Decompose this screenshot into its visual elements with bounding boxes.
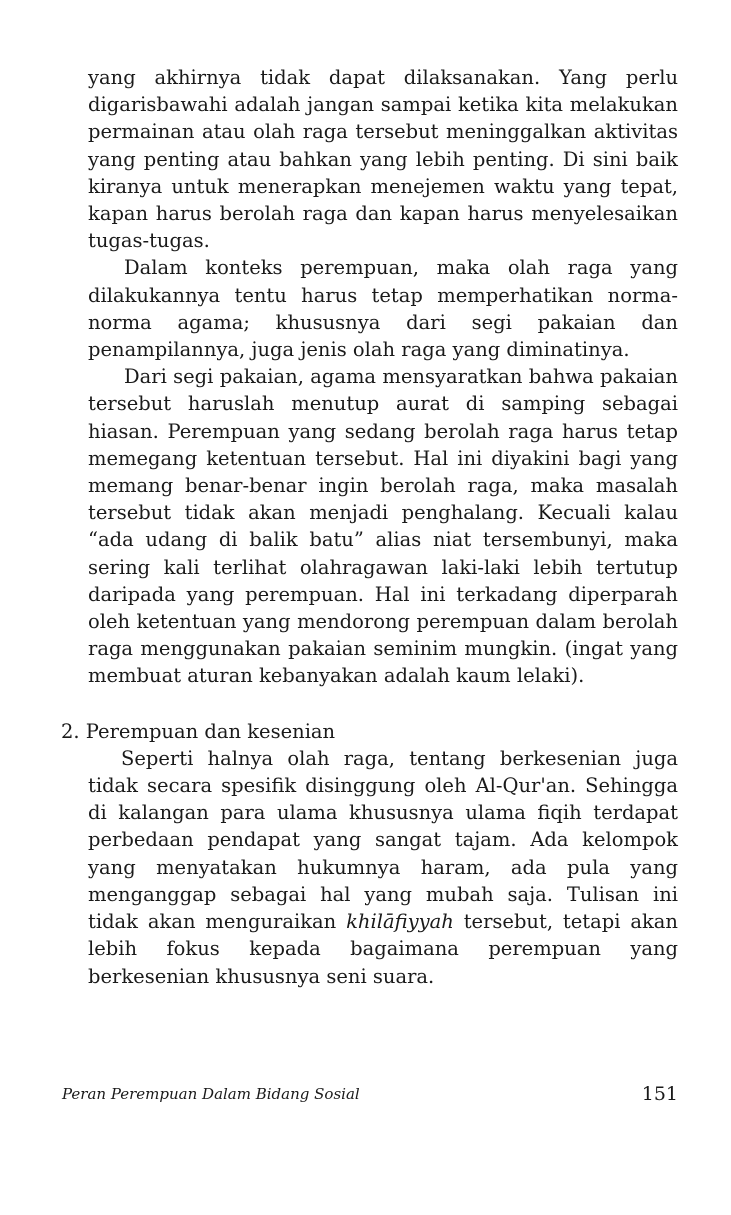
paragraph-1: yang akhirnya tidak dapat dilaksanakan. Yang perlu digarisbawahi adalah jangan sampai ketika kita melakukan permainan atau olah raga tersebut meninggalkan aktivitas yang penting atau bahkan yang lebih penting. Di sini baik kiranya untuk menerapkan menejemen waktu yang tepat, kapan harus berolah raga dan kapan harus menyelesaikan tugas-tugas. — [88, 66, 678, 253]
paragraph-4-text-after: tersebut, tetapi akan lebih fokus kepada bagaimana perempuan yang berkesenian khususnya seni suara. — [88, 910, 678, 988]
paragraph-4-text-before: Seperti halnya olah raga, tentang berkesenian juga tidak secara spesifik disinggung oleh Al-Qur'an. Sehingga di kalangan para ulama khususnya ulama fiqih terdapat perbedaan pendapat yang sangat tajam. Ada kelompok yang menyatakan hukumnya haram, ada pula yang menganggap sebagai hal yang mubah saja. Tulisan ini tidak akan menguraikan — [88, 746, 678, 934]
section-heading: 2. Perempuan dan kesenian — [61, 719, 336, 743]
running-footer-title: Peran Perempuan Dalam Bidang Sosial — [62, 1085, 360, 1103]
page-body — [61, 64, 678, 990]
paragraph-3: Dari segi pakaian, agama mensyaratkan bahwa pakaian tersebut haruslah menutup aurat di samping sebagai hiasan. Perempuan yang sedang berolah raga harus tetap memegang ketentuan tersebut. Hal ini diyakini bagi yang memang benar-benar ingin berolah raga, maka masalah tersebut tidak akan menjadi penghalang. Kecuali kalau “ada udang di balik batu” alias niat tersembunyi, maka sering kali terlihat olahragawan laki-laki lebih tertutup daripada yang perempuan. Hal ini terkadang diperparah oleh ketentuan yang mendorong perempuan dalam berolah raga menggunakan pakaian seminim mungkin. (ingat yang membuat aturan kebanyakan adalah kaum lelaki). — [88, 365, 678, 688]
paragraph-4 — [88, 745, 678, 990]
section-2-content — [88, 745, 678, 990]
page-number: 151 — [641, 1083, 678, 1105]
paragraph-2: Dalam konteks perempuan, maka olah raga yang dilakukannya tentu harus tetap memperhatikan norma-norma agama; khususnya dari segi pakaian dan penampilannya, juga jenis olah raga yang diminatinya. — [88, 256, 678, 362]
italic-term: khilāfiyyah — [346, 910, 454, 934]
